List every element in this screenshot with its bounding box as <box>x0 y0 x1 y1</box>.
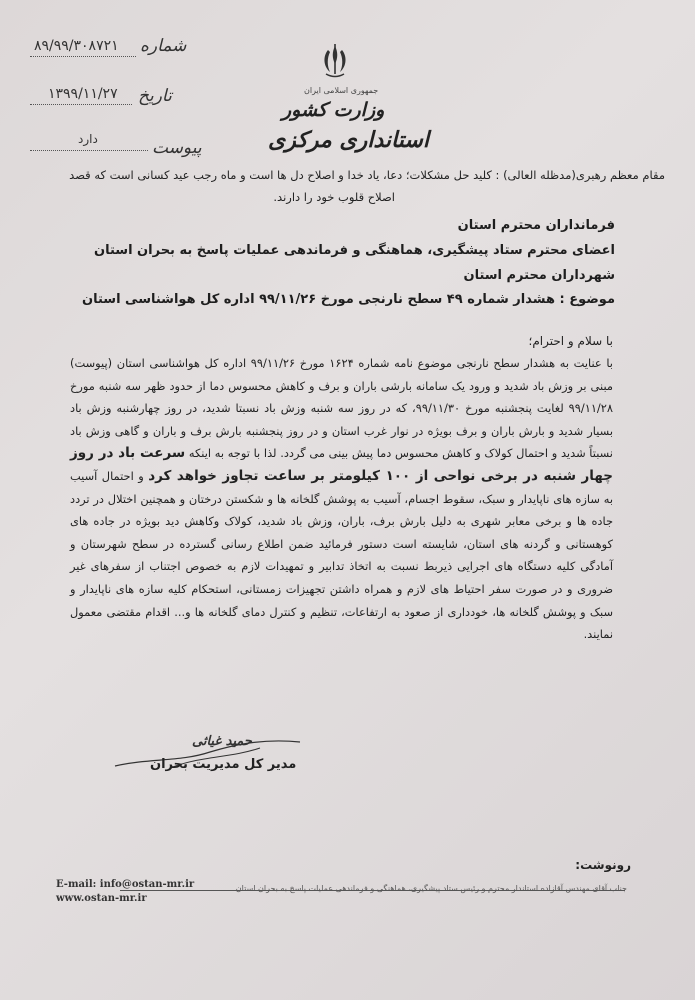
leader-quote-line2: اصلاح قلوب خود را دارند. <box>273 190 395 204</box>
signatory-title: مدیر کل مدیریت بحران <box>150 757 297 772</box>
recipient-2: اعضای محترم ستاد پیشگیری، هماهنگی و فرماندهی عملیات پاسخ به بحران استان <box>94 243 615 258</box>
body-part-2: و احتمال آسیب به سازه های ناپایدار و سبک، سقوط اجسام، آسیب به پوشش گلخانه ها و شکستن درختان و همچنین اختلال در تردد جاده ها و برخی معابر شهری به دلیل بارش برف، باران، وزش باد شدید، کولاک وکاهش دید بویژه در جاده های کوهستانی و گردنه های استان، شایسته است دستور فرمائید ضمن اطلاع رسانی گسترده در سطح شهرستان و آمادگی کلیه دستگاه های اجرایی ذیربط نسبت به اتخاذ تدابیر و تمهیدات لازم به خصوص اجتناب از سفرهای غیر ضروری و در صورت سفر احتیاط های لازم و همراه داشتن تجهیزات زمستانی، استحکام کلیه سازه های ناپایدار و سبک و پوشش گلخانه ها، خودداری از صعود به ارتفاعات، تنظیم و کنترل دمای گلخانه ها و... اقدام مقتضی معمول نمایند. <box>70 468 613 642</box>
greeting: با سلام و احترام؛ <box>528 334 613 348</box>
cc-strike-line <box>120 890 625 891</box>
republic-label: جمهوری اسلامی ایران <box>304 86 379 95</box>
recipient-3: شهرداران محترم استان <box>463 268 615 283</box>
cc-line: جناب آقای مهندس آقازاده استاندار محترم و رئیس ستاد پیشگیری، هماهنگی و فرماندهی عملیات پاسخ به بحران استان <box>235 884 627 893</box>
letter-date-label: تاریخ <box>138 86 172 106</box>
ministry-title: وزارت کشور <box>282 99 385 121</box>
signatory-name: حمید غیاثی <box>192 734 252 749</box>
recipient-1: فرمانداران محترم استان <box>457 218 615 233</box>
footer-email: E-mail: info@ostan-mr.ir <box>56 879 195 890</box>
body-part-1: با عنایت به هشدار سطح نارنجی موضوع نامه شماره ۱۶۲۴ مورخ ۹۹/۱۱/۲۶ اداره کل هواشناسی استان (پیوست) مبنی بر وزش باد شدید و ورود یک سامانه بارشی باران و برف و کاهش محسوس دما از حدود ظهر سه شنبه مورخ ۹۹/۱۱/۲۸ لغایت پنجشنبه مورخ ۹۹/۱۱/۳۰، که در روز سه شنبه وزش باد نسبتا شدید، در روز چهارشنبه وزش باد بسیار شدید و بارش باران و برف بویژه در نوار غرب استان و در روز پنجشنبه بارش برف و باران و گاهی وزش باد نسبتاً شدید و احتمال کولاک و کاهش محسوس دما پیش بینی می گردد. لذا با توجه به اینکه <box>70 356 614 461</box>
letter-number-label: شماره <box>140 36 187 56</box>
letter-subject: موضوع : هشدار شماره ۴۹ سطح نارنجی مورخ ۹۹/۱۱/۲۶ اداره کل هواشناسی استان <box>82 292 615 307</box>
letter-body <box>70 352 613 646</box>
letter-date-value: ۱۳۹۹/۱۱/۲۷ <box>48 86 118 102</box>
iran-emblem-icon <box>318 42 352 80</box>
footer-website: www.ostan-mr.ir <box>56 893 147 904</box>
attachment-label: پیوست <box>152 138 202 158</box>
leader-quote-line1: مقام معظم رهبری(مدظله العالی) : کلید حل مشکلات؛ دعا، یاد خدا و اصلاح دل ها است و ماه رجب عید کسانی است که قصد <box>69 168 665 182</box>
body-highlight: سرعت باد در روز چهار شنبه در برخی نواحی از ۱۰۰ کیلومتر بر ساعت تجاوز خواهد کرد <box>70 445 613 484</box>
attachment-value: دارد <box>78 132 98 146</box>
office-title: استانداری مرکزی <box>268 127 429 153</box>
letter-number-value: ۸۹/۹۹/۳۰۸۷۲۱ <box>34 38 119 54</box>
cc-label: رونوشت: <box>575 858 631 872</box>
